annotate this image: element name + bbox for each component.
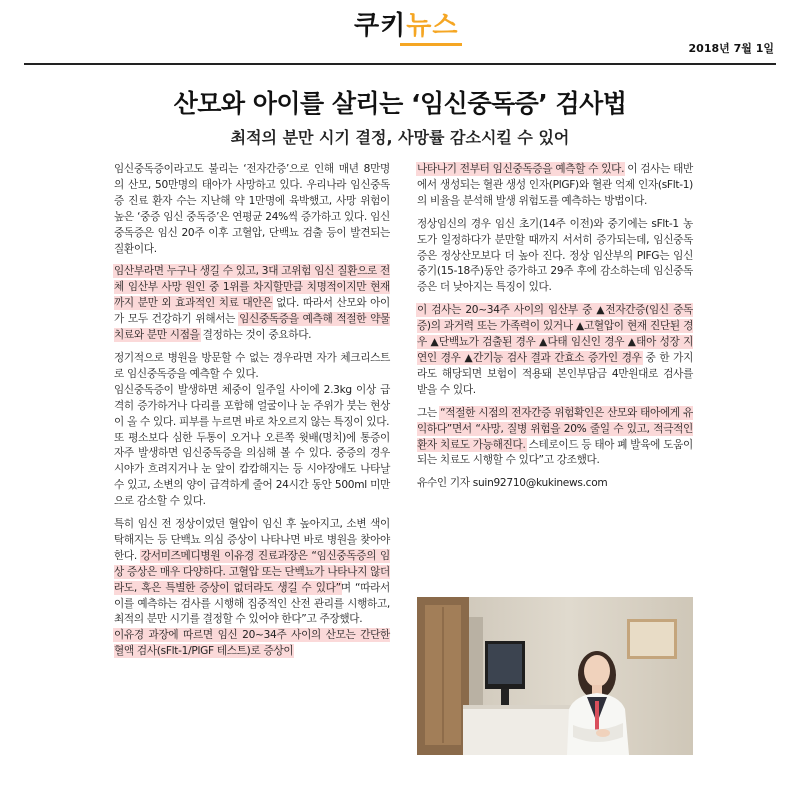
highlighted-text: 나타나기 전부터 임신중독증을 예측할 수 있다. <box>417 163 625 175</box>
paragraph-text: 중 한 가지라도 해당되면 보험이 적용돼 본인부담금 4만원대로 검사를 받을 수 있다. <box>417 351 694 396</box>
paragraph-text: 이 검사는 태반에서 생성되는 혈관 생성 인자(PlGF)와 혈관 억제 인자(sFlt-1)의 비율을 분석해 발생 위험도를 예측하는 방법이다. <box>417 163 693 207</box>
paragraph: 또 평소보다 심한 두통이 오거나 오른쪽 윗배(명치)에 통증이 자주 발생하면 임신중독증을 의심해 볼 수 있다. 중증의 경우 시야가 흐려지거나 눈 앞이 캄캄해지는 등 시야장애도 나타날 수 있고, 소변의 양이 급격하게 줄어 24시간 동안 500ml 미만으로 감소할 수 있다. <box>114 431 390 508</box>
paragraph-text: 며 “따라서 이를 예측하는 검사를 시행해 집중적인 산전 관리를 시행하고, 최적의 분만 시기를 결정할 수 있어야 한다”고 주장했다. <box>114 581 390 626</box>
highlighted-text: 이 검사는 20~34주 사이의 임산부 중 ▲전자간증(임신 중독증)의 과거력 또는 가족력이 있거나 ▲고혈압이 현재 진단된 경우 ▲단백뇨가 검출된 경우 ▲다태 임신인 경우 ▲태아 성장 지연인 경우 ▲간기능 검사 결과 간효소 증가인 경우 <box>417 304 693 364</box>
paragraph-text: 스테로이드 등 태아 폐 발육에 도움이 되는 치료도 시행할 수 있다”고 강조했다. <box>417 438 693 467</box>
paragraph: 정상임신의 경우 임신 초기(14주 이전)와 중기에는 sFlt-1 농도가 일정하다가 분만할 때까지 서서히 증가되는데, 임신중독증은 정상산모보다 더 높아 진다. 정상 임산부의 PlFG는 임신 중기(15-18주)동안 증가하고 29주 후에 감소하는데 임신중독증은 더 낮아지는 특징이 있다. <box>417 217 693 294</box>
paragraph <box>417 406 693 470</box>
paragraph <box>417 162 693 210</box>
highlighted-text: 이유경 과장에 따르면 임신 20~34주 사이의 산모는 간단한 혈액 검사(sFlt-1/PlGF 테스트)로 증상이 <box>114 629 390 658</box>
doctor-photo <box>417 597 693 755</box>
byline: 유수인 기자 suin92710@kukinews.com <box>417 477 608 490</box>
paragraph-text: 결정하는 것이 중요하다. <box>199 329 312 342</box>
publish-date: 2018년 7월 1일 <box>688 42 774 55</box>
logo-suffix: 뉴스 <box>406 11 459 41</box>
paragraph-text: 없다. 따라서 산모와 아이가 모두 건강하기 위해서는 <box>114 297 390 326</box>
highlighted-text: “적절한 시점의 전자간증 위험확인은 산모와 태아에게 유익하다”면서 “사망, 질병 위험을 20% 줄일 수 있고, 적극적인 환자 치료도 가능해진다. <box>417 406 693 451</box>
paragraph <box>114 264 390 344</box>
paragraph <box>417 303 693 398</box>
highlighted-text: 임신중독증을 예측해 적절한 약물치료와 분만 시점을 <box>114 313 390 342</box>
paragraph-text: 특히 임신 전 정상이었던 혈압이 임신 후 높아지고, 소변 색이 탁해지는 등 단백뇨 의심 증상이 나타나면 바로 병원을 찾아야 한다. <box>114 518 390 562</box>
paragraph: 임신중독증이라고도 불리는 ‘전자간증’으로 인해 매년 8만명의 산모, 50만명의 태아가 사망하고 있다. 우리나라 임신중독증 진료 환자 수는 지난해 약 1만명에 육박했고, 사망 위험이 높은 ‘중증 임신 중독증’은 연평균 24%씩 증가하고 있다. 임신중독증은 임신 20주 이후 고혈압, 단백뇨 검출 등이 발견되는 질환이다. <box>114 163 390 255</box>
article-headline: 산모와 아이를 살리는 ‘임신중독증’ 검사법 <box>173 89 627 118</box>
header-rule <box>24 63 776 65</box>
paragraph: 임신중독증이 발생하면 체중이 일주일 사이에 2.3kg 이상 급격히 증가하거나 다리를 포함해 얼굴이나 눈 주위가 붓는 현상이 올 수 있다. 피부를 누르면 바로 차오르지 않는 특징이 있다. <box>114 383 390 428</box>
article-column-right <box>417 162 693 499</box>
logo-underline <box>400 43 462 46</box>
article-subhead: 최적의 분만 시기 결정, 사망률 감소시킬 수 있어 <box>230 128 570 147</box>
kukinews-logo <box>354 12 464 42</box>
article-column-left <box>114 162 390 667</box>
logo-prefix: 쿠키 <box>354 11 407 41</box>
paragraph <box>114 517 390 628</box>
highlighted-text: 강서미즈메디병원 이유경 진료과장은 “임신중독증의 임상 증상은 매우 다양하다. 고혈압 또는 단백뇨가 나타나지 않더라도, 혹은 특별한 증상이 없더라도 생길 수 있다” <box>114 549 390 594</box>
paragraph <box>114 628 390 660</box>
paragraph: 정기적으로 병원을 방문할 수 없는 경우라면 자가 체크리스트로 임신중독증을 예측할 수 있다. <box>114 351 390 380</box>
paragraph-text: 그는 <box>417 406 441 419</box>
highlighted-text: 임산부라면 누구나 생길 수 있고, 3대 고위험 임신 질환으로 전체 임산부 사망 원인 중 1위를 차지할만큼 치명적이지만 현재까지 분만 외 효과적인 치료 대안은 <box>114 265 390 310</box>
